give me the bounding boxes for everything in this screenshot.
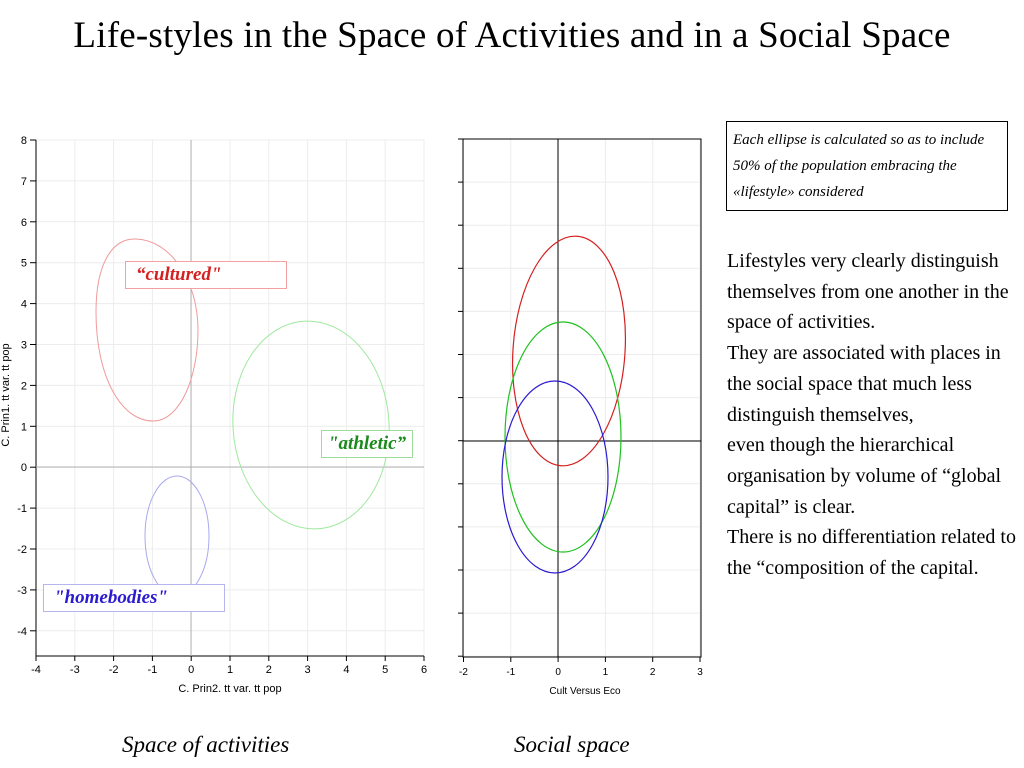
left-y-tick-label: 1 <box>20 421 27 434</box>
left-y-tick-label: -2 <box>17 544 27 556</box>
body-text <box>727 246 1022 584</box>
left-x-tick-label: -3 <box>69 664 80 676</box>
left-y-tick-label: -3 <box>17 584 27 597</box>
cultured-label <box>125 261 287 289</box>
homebodies-label-text: "homebodies" <box>54 587 168 608</box>
ellipse-note: Each ellipse is calculated so as to include 50% of the population embracing the «lifestyle» considered <box>726 121 1008 211</box>
left-y-tick-label: -4 <box>17 625 27 638</box>
homebodies-label <box>43 584 225 612</box>
left-y-tick-label: 6 <box>20 216 27 229</box>
left-x-tick-label: 1 <box>226 664 234 676</box>
left-y-tick-label: 4 <box>20 298 27 311</box>
left-x-tick-label: -4 <box>31 664 41 676</box>
athletic-label-text: "athletic” <box>328 433 407 454</box>
left-x-tick-label: 6 <box>420 664 428 676</box>
left-y-axis-label: C. Prin1. tt var. tt pop <box>0 343 12 447</box>
left-x-tick-label: 5 <box>382 664 389 676</box>
right-chart-ticks <box>458 139 703 678</box>
slide-title: Life-styles in the Space of Activities and in a Social Space <box>73 15 951 56</box>
left-y-tick-label: -1 <box>17 503 27 516</box>
caption-space-of-activities: Space of activities <box>122 732 290 757</box>
caption-social-space: Social space <box>514 732 630 757</box>
left-chart-grid <box>36 140 424 656</box>
left-y-tick-label: 5 <box>20 257 27 270</box>
cultured-label-text: “cultured" <box>136 264 222 285</box>
left-x-tick-label: 3 <box>304 664 311 676</box>
right-chart-grid <box>463 139 701 657</box>
homebodies-ellipse <box>145 476 209 596</box>
left-x-tick-label: -1 <box>147 664 158 676</box>
left-x-tick-label: 0 <box>188 664 195 676</box>
right-chart <box>458 139 703 697</box>
left-x-axis-label: C. Prin2. tt var. tt pop <box>178 683 282 695</box>
right-x-tick-label: -1 <box>506 667 516 678</box>
left-x-tick-label: 4 <box>343 664 350 676</box>
left-y-tick-label: 0 <box>20 462 27 475</box>
athletic-ellipse <box>226 316 396 534</box>
left-y-tick-label: 8 <box>20 135 27 147</box>
athletic-label <box>321 430 413 458</box>
right-x-tick-label: 3 <box>697 667 703 678</box>
body-line-3: even though the hierarchical organisation by volume of “global capital” is clear. <box>727 434 1002 518</box>
left-y-tick-label: 3 <box>20 339 27 352</box>
body-line-2: They are associated with places in the social space that much less distinguish themselves, <box>727 342 1001 426</box>
right-x-axis-label: Cult Versus Eco <box>549 686 621 697</box>
left-y-tick-label: 7 <box>20 175 27 188</box>
body-line-1: Lifestyles very clearly distinguish themselves from one another in the space of activities. <box>727 250 1009 334</box>
left-x-tick-label: -2 <box>108 664 119 676</box>
right-x-tick-label: 2 <box>649 667 656 678</box>
right-x-tick-label: 1 <box>602 667 609 678</box>
right-x-tick-label: -2 <box>459 667 468 678</box>
body-line-4: There is no differentiation related to the “composition of the capital. <box>727 526 1016 580</box>
right-x-tick-label: 0 <box>555 667 561 678</box>
left-x-tick-label: 2 <box>265 664 272 676</box>
left-y-tick-label: 2 <box>20 380 27 393</box>
